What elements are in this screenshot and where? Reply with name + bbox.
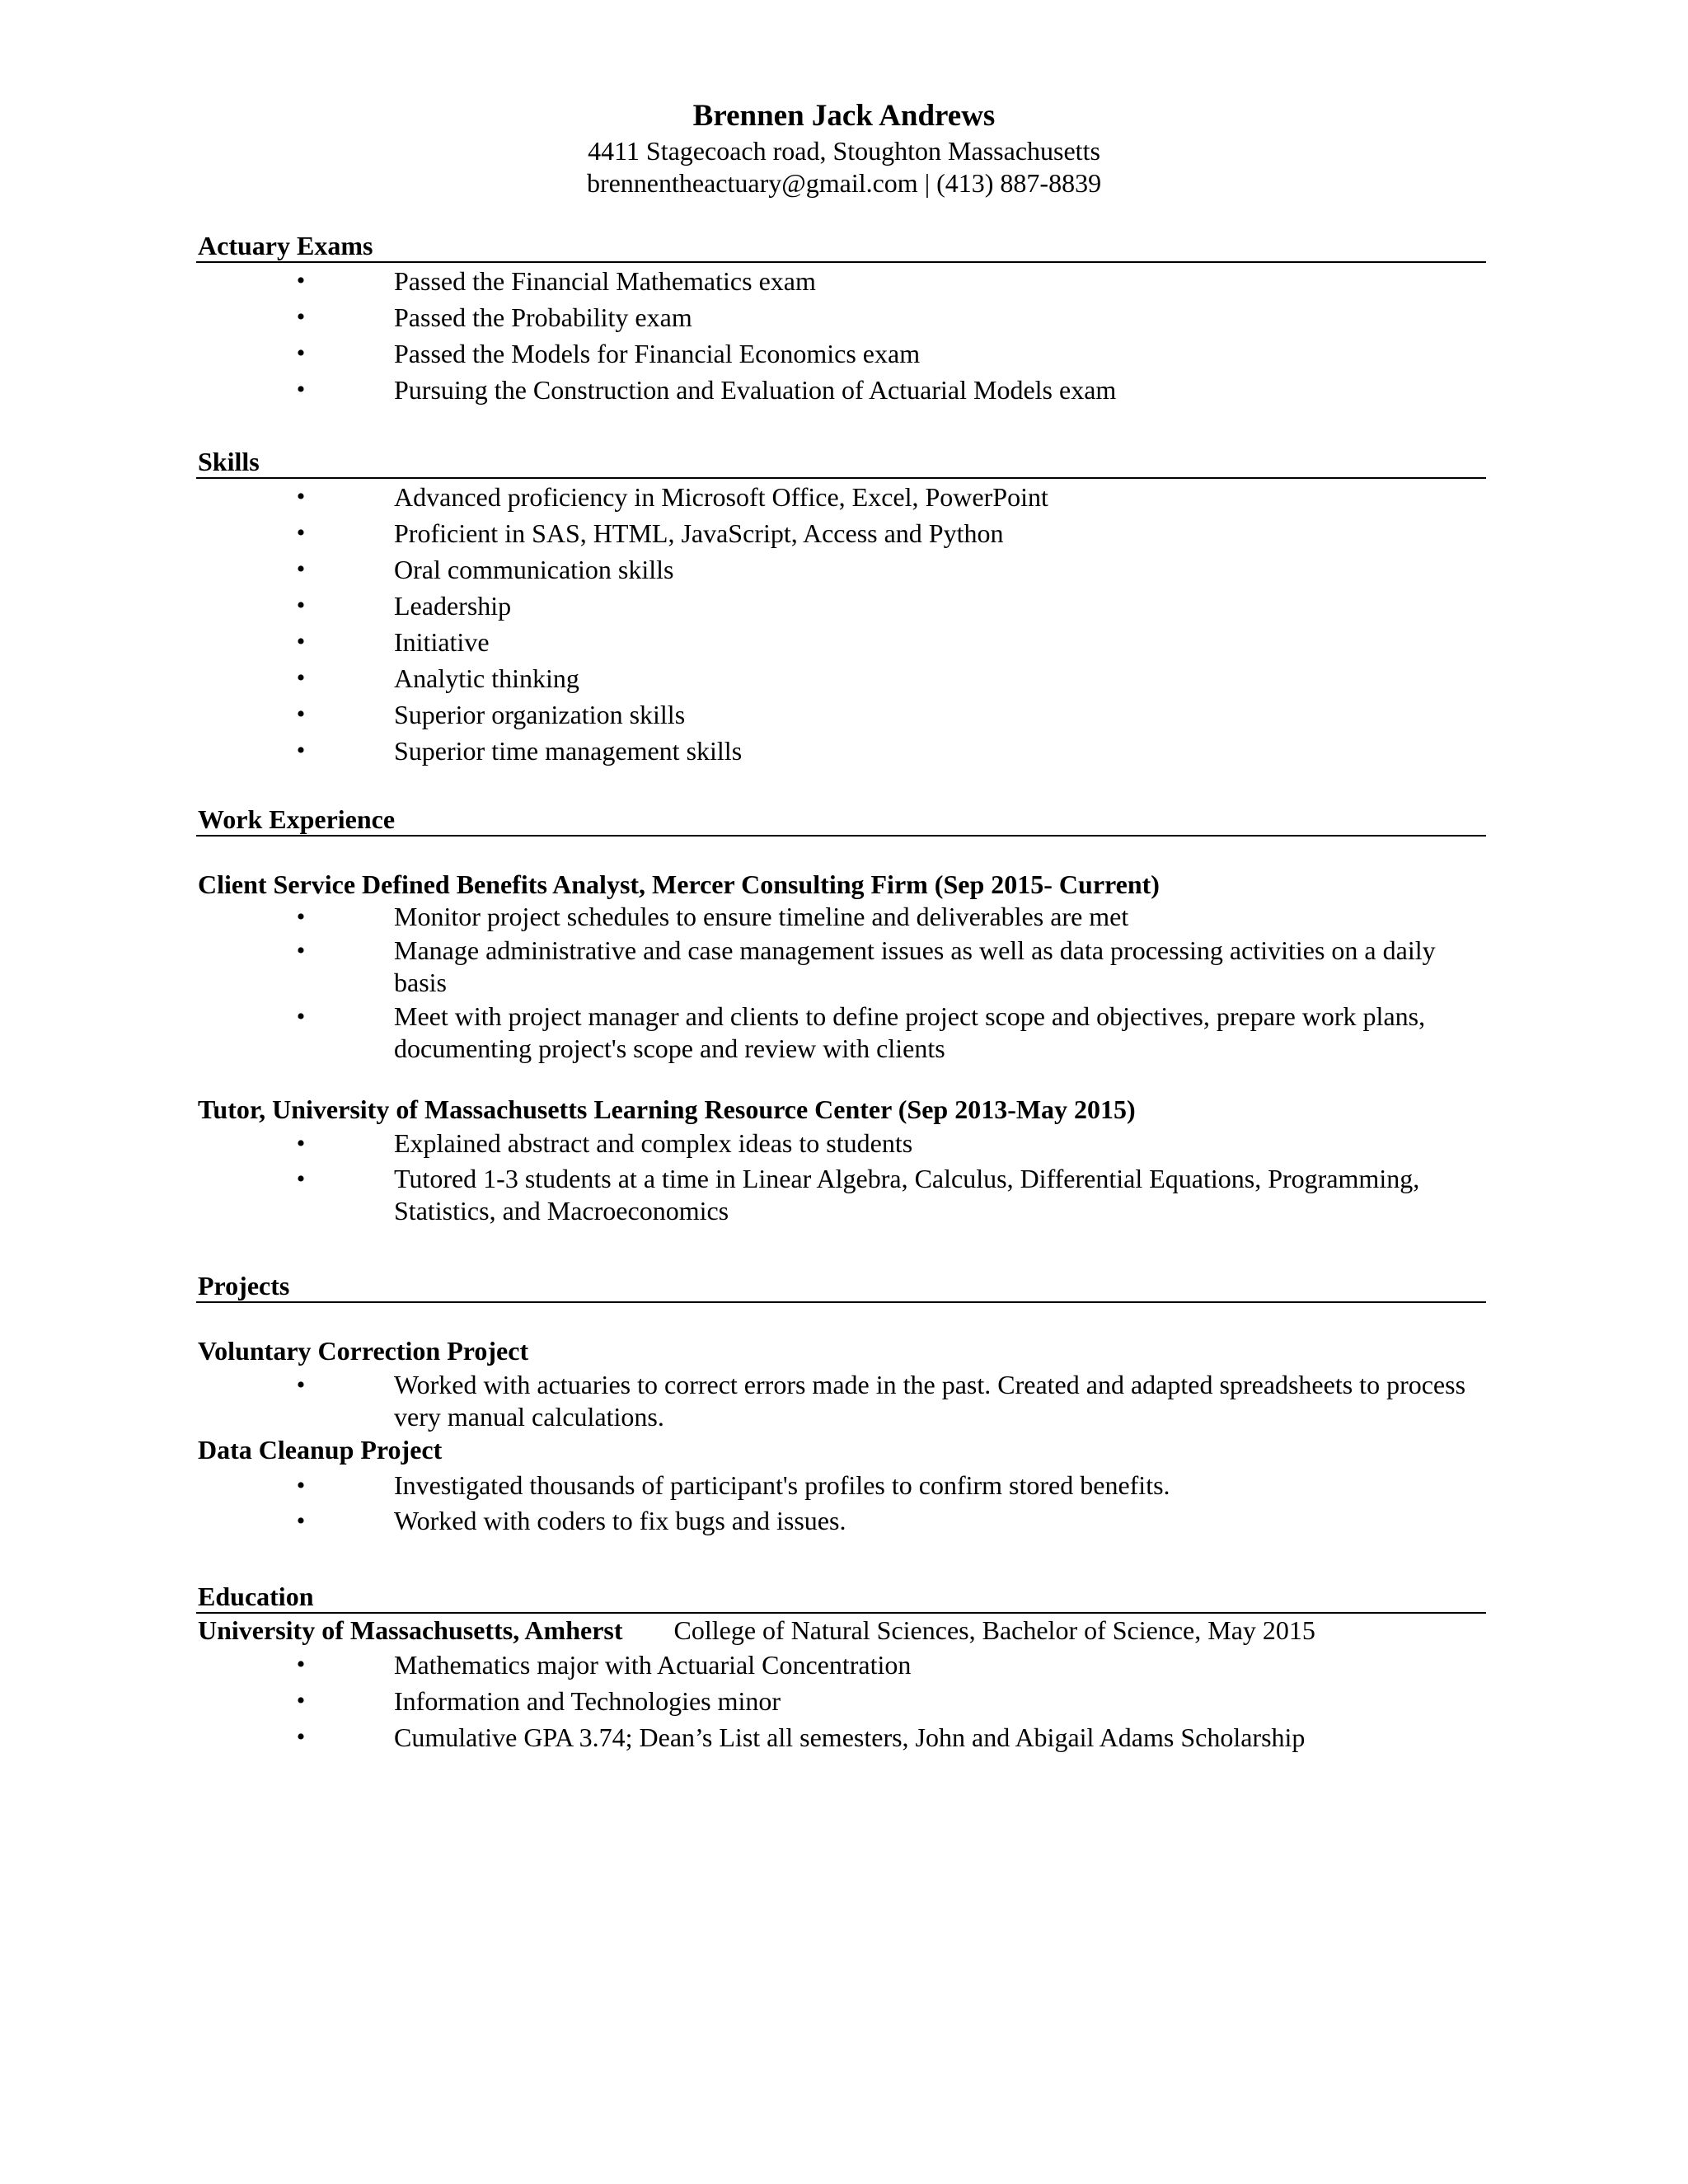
- list-item: [196, 1647, 1486, 1683]
- list-item-text: Passed the Financial Mathematics exam: [394, 266, 816, 296]
- list-item-text: Passed the Models for Financial Economics exam: [394, 339, 921, 368]
- list-item: [196, 263, 1486, 299]
- skills-list: [196, 479, 1486, 769]
- bullet-icon: •: [296, 1507, 306, 1535]
- bullet-icon: •: [296, 555, 306, 583]
- bullet-icon: •: [296, 303, 306, 330]
- list-item-text: Explained abstract and complex ideas to students: [394, 1128, 913, 1158]
- list-item-text: Worked with coders to fix bugs and issues.: [394, 1506, 846, 1535]
- bullet-icon: •: [296, 664, 306, 691]
- address-line: 4411 Stagecoach road, Stoughton Massachusetts: [588, 136, 1100, 166]
- bullet-icon: •: [296, 1472, 306, 1499]
- list-item: [196, 1163, 1486, 1227]
- project-entry: [196, 1434, 1486, 1537]
- resume-header: [0, 97, 1688, 199]
- list-item-text: Advanced proficiency in Microsoft Office, Excel, PowerPoint: [394, 482, 1048, 512]
- section-projects: [196, 1270, 1486, 1303]
- bullet-icon: •: [296, 1130, 306, 1157]
- list-item: [196, 624, 1486, 660]
- job-duties-list: [196, 1127, 1486, 1227]
- bullet-icon: •: [296, 1371, 306, 1399]
- candidate-name: Brennen Jack Andrews: [692, 99, 996, 133]
- list-item: [196, 1505, 1486, 1537]
- list-item-text: Worked with actuaries to correct errors made in the past. Created and adapted spreadsheets to process very manual calculations.: [394, 1370, 1466, 1432]
- bullet-icon: •: [296, 1651, 306, 1678]
- list-item-text: Information and Technologies minor: [394, 1686, 781, 1716]
- project-entry: [196, 1335, 1486, 1433]
- project-title: Data Cleanup Project: [198, 1435, 443, 1465]
- list-item: [196, 299, 1486, 335]
- list-item-text: Proficient in SAS, HTML, JavaScript, Access and Python: [394, 518, 1004, 548]
- bullet-icon: •: [296, 903, 306, 930]
- list-item-text: Cumulative GPA 3.74; Dean’s List all semesters, John and Abigail Adams Scholarship: [394, 1722, 1306, 1752]
- bullet-icon: •: [296, 701, 306, 728]
- school-name: University of Massachusetts, Amherst: [198, 1615, 623, 1645]
- job-title: Client Service Defined Benefits Analyst, Mercer Consulting Firm (Sep 2015- Current): [198, 869, 1160, 899]
- bullet-icon: •: [296, 483, 306, 510]
- bullet-icon: •: [296, 1165, 306, 1193]
- job-duties-list: [196, 901, 1486, 1065]
- degree-detail: College of Natural Sciences, Bachelor of Science, May 2015: [673, 1615, 1315, 1645]
- list-item-text: Leadership: [394, 591, 512, 621]
- bullet-icon: •: [296, 628, 306, 655]
- section-title-education: Education: [196, 1581, 1486, 1614]
- education-list: [196, 1647, 1486, 1755]
- section-skills: [196, 446, 1486, 769]
- list-item: [196, 1719, 1486, 1755]
- bullet-icon: •: [296, 737, 306, 764]
- job-title: Tutor, University of Massachusetts Learning Resource Center (Sep 2013-May 2015): [198, 1094, 1136, 1124]
- exams-list: [196, 263, 1486, 408]
- list-item-text: Superior organization skills: [394, 700, 686, 729]
- list-item: [196, 551, 1486, 588]
- list-item: [196, 901, 1486, 933]
- bullet-icon: •: [296, 592, 306, 619]
- bullet-icon: •: [296, 376, 306, 403]
- section-title-work-experience: Work Experience: [196, 804, 1486, 837]
- list-item-text: Pursuing the Construction and Evaluation of Actuarial Models exam: [394, 375, 1117, 405]
- list-item-text: Tutored 1-3 students at a time in Linear Algebra, Calculus, Differential Equations, Programming, Statistics, and Macroeconomics: [394, 1164, 1420, 1226]
- list-item-text: Manage administrative and case management issues as well as data processing activities on a daily basis: [394, 935, 1436, 997]
- bullet-icon: •: [296, 937, 306, 964]
- job-entry: [196, 1094, 1486, 1227]
- section-work-experience: [196, 804, 1486, 837]
- section-title-actuary-exams: Actuary Exams: [196, 230, 1486, 263]
- project-title: Voluntary Correction Project: [198, 1336, 529, 1366]
- list-item: [196, 1001, 1486, 1065]
- bullet-icon: •: [296, 340, 306, 367]
- section-title-skills: Skills: [196, 446, 1486, 479]
- list-item-text: Investigated thousands of participant's profiles to confirm stored benefits.: [394, 1470, 1170, 1500]
- list-item-text: Superior time management skills: [394, 736, 743, 766]
- bullet-icon: •: [296, 1723, 306, 1750]
- project-items-list: [196, 1369, 1486, 1433]
- bullet-icon: •: [296, 267, 306, 294]
- list-item: [196, 479, 1486, 515]
- education-line: [196, 1614, 1486, 1647]
- bullet-icon: •: [296, 519, 306, 546]
- list-item: [196, 935, 1486, 999]
- list-item: [196, 1683, 1486, 1719]
- section-title-projects: Projects: [196, 1270, 1486, 1303]
- list-item-text: Oral communication skills: [394, 555, 674, 584]
- list-item: [196, 733, 1486, 769]
- contact-line: brennentheactuary@gmail.com | (413) 887-8839: [586, 168, 1102, 198]
- list-item: [196, 335, 1486, 372]
- section-actuary-exams: [196, 230, 1486, 408]
- list-item: [196, 1127, 1486, 1160]
- bullet-icon: •: [296, 1003, 306, 1030]
- list-item: [196, 660, 1486, 696]
- list-item: [196, 372, 1486, 408]
- list-item-text: Monitor project schedules to ensure timeline and deliverables are met: [394, 902, 1129, 931]
- list-item-text: Mathematics major with Actuarial Concentration: [394, 1650, 912, 1680]
- list-item: [196, 588, 1486, 624]
- bullet-icon: •: [296, 1687, 306, 1714]
- list-item: [196, 1369, 1486, 1433]
- list-item: [196, 1469, 1486, 1502]
- list-item-text: Initiative: [394, 627, 490, 657]
- list-item-text: Passed the Probability exam: [394, 302, 692, 332]
- list-item-text: Meet with project manager and clients to define project scope and objectives, prepare work plans, documenting project's scope and review with clients: [394, 1001, 1426, 1063]
- list-item: [196, 515, 1486, 551]
- list-item: [196, 696, 1486, 733]
- section-education: [196, 1581, 1486, 1755]
- list-item-text: Analytic thinking: [394, 663, 579, 693]
- project-items-list: [196, 1469, 1486, 1537]
- job-entry: [196, 869, 1486, 1065]
